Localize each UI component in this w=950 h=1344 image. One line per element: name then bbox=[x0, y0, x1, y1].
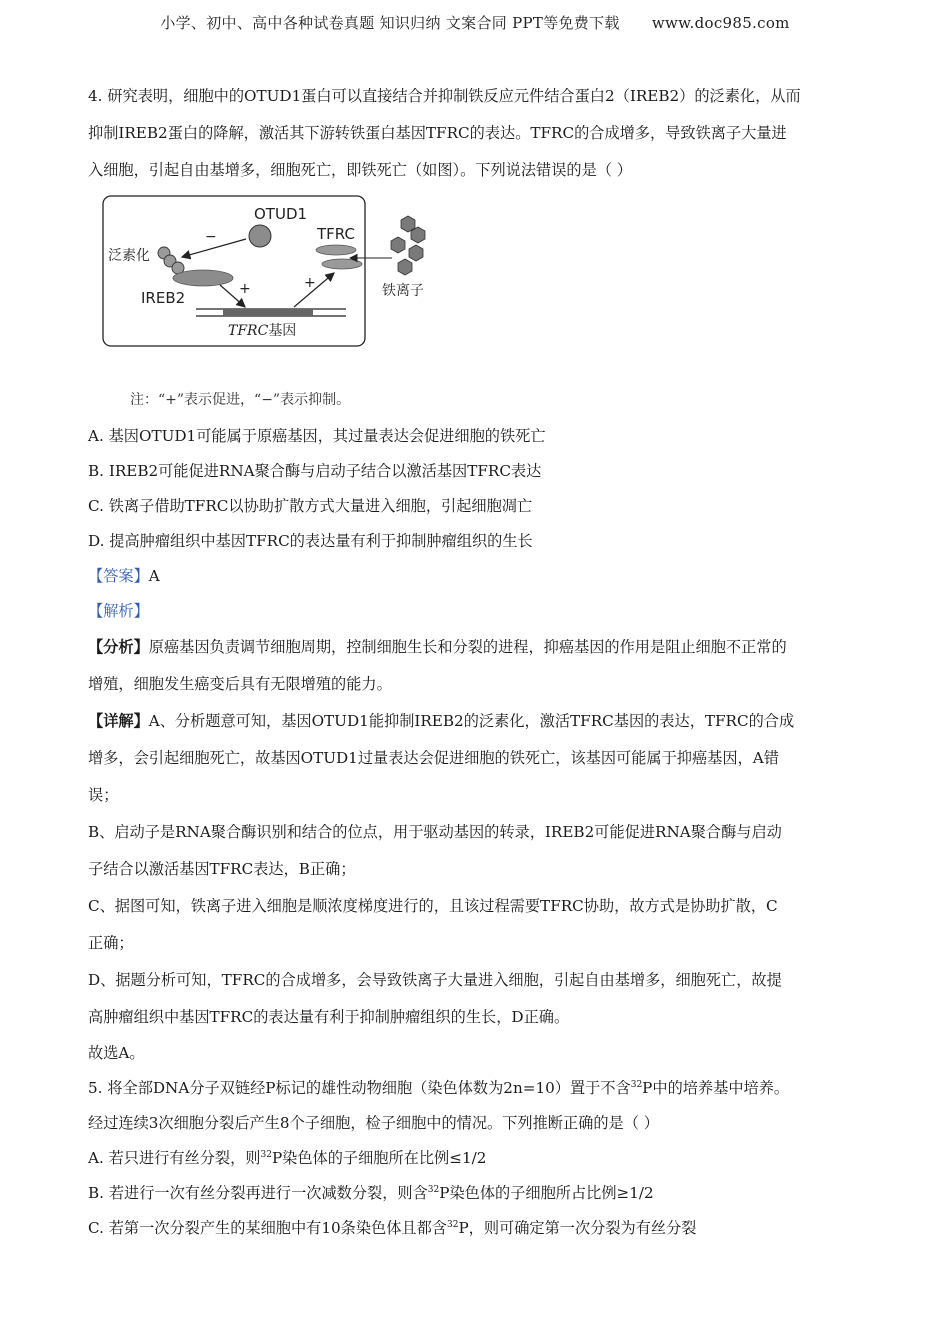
answer-value: A bbox=[148, 567, 160, 585]
q4-option-d: D. 提高肿瘤组织中基因TFRC的表达量有利于抑制肿瘤组织的生长 bbox=[88, 532, 533, 550]
q4-stem-line-1: 4. 研究表明，细胞中的OTUD1蛋白可以直接结合并抑制铁反应元件结合蛋白2（IREB2）的泛素化，从而 bbox=[88, 87, 801, 105]
analysis-tag: 【解析】 bbox=[88, 602, 149, 620]
q5-option-b-2: P染色体的子细胞所占比例≥1/2 bbox=[439, 1184, 654, 1202]
ireb2-protein bbox=[173, 270, 233, 286]
q4-option-a: A. 基因OTUD1可能属于原癌基因，其过量表达会促进细胞的铁死亡 bbox=[88, 427, 546, 445]
otud1-label: OTUD1 bbox=[254, 205, 308, 223]
q5-option-c-1: C. 若第一次分裂产生的某细胞中有10条染色体且都含 bbox=[88, 1219, 447, 1237]
q4-option-b: B. IREB2可能促进RNA聚合酶与启动子结合以激活基因TFRC表达 bbox=[88, 462, 542, 480]
figure-note: 注：“+”表示促进，“−”表示抑制。 bbox=[130, 392, 351, 408]
document-body bbox=[88, 78, 868, 1246]
page-header bbox=[0, 12, 950, 33]
xiangjie-d-2: 高肿瘤组织中基因TFRC的表达量有利于抑制肿瘤组织的生长，D正确。 bbox=[88, 1008, 570, 1026]
conclusion: 故选A。 bbox=[88, 1044, 145, 1062]
answer-tag: 【答案】 bbox=[88, 567, 149, 585]
xiangjie-a-1: A、分析题意可知，基因OTUD1能抑制IREB2的泛素化，激活TFRC基因的表达，TFRC的合成 bbox=[148, 712, 795, 730]
q4-option-c: C. 铁离子借助TFRC以协助扩散方式大量进入细胞，引起细胞凋亡 bbox=[88, 497, 533, 515]
q5-option-c-2: P，则可确定第一次分裂为有丝分裂 bbox=[458, 1219, 697, 1237]
q4-stem-line-3: 入细胞，引起自由基增多，细胞死亡，即铁死亡（如图）。下列说法错误的是（ ） bbox=[88, 161, 632, 179]
fenxi-line-2: 增殖，细胞发生癌变后具有无限增殖的能力。 bbox=[88, 675, 392, 693]
xiangjie-a-3: 误； bbox=[88, 786, 119, 804]
tfrc-label: TFRC bbox=[317, 225, 355, 243]
q5-option-b bbox=[88, 1176, 868, 1211]
xiangjie-b-2: 子结合以激活基因TFRC表达，B正确； bbox=[88, 860, 356, 878]
ubiquitination-label: 泛素化 bbox=[108, 248, 150, 264]
analysis-line bbox=[88, 594, 868, 629]
q5-option-a bbox=[88, 1141, 868, 1176]
tfrc-gene-segment bbox=[223, 309, 313, 316]
q5-stem-line-1 bbox=[88, 1071, 868, 1106]
minus-sign: − bbox=[205, 229, 217, 245]
fenxi-text-1: 原癌基因负责调节细胞周期，控制细胞生长和分裂的进程，抑癌基因的作用是阻止细胞不正常的 bbox=[148, 638, 787, 656]
iron-ion-3 bbox=[391, 237, 405, 253]
q5-stem-line-2: 经过连续3次细胞分裂后产生8个子细胞，检子细胞中的情况。下列推断正确的是（ ） bbox=[88, 1114, 659, 1132]
fenxi-tag: 【分析】 bbox=[88, 638, 149, 656]
diagram-svg bbox=[102, 195, 462, 385]
q5-option-b-1: B. 若进行一次有丝分裂再进行一次减数分裂，则含 bbox=[88, 1184, 428, 1202]
q5-option-a-1: A. 若只进行有丝分裂，则 bbox=[88, 1149, 261, 1167]
iron-ion-label: 铁离子 bbox=[382, 283, 424, 299]
xiangjie-line-1 bbox=[88, 703, 868, 740]
xiangjie-tag: 【详解】 bbox=[88, 712, 149, 730]
iron-ion-4 bbox=[409, 245, 423, 261]
xiangjie-c-2: 正确； bbox=[88, 934, 134, 952]
fenxi-line-1 bbox=[88, 629, 868, 666]
xiangjie-c-1: C、据图可知，铁离子进入细胞是顺浓度梯度进行的，且该过程需要TFRC协助，故方式是协助扩散，C bbox=[88, 897, 778, 915]
xiangjie-d-1: D、据题分析可知，TFRC的合成增多，会导致铁离子大量进入细胞，引起自由基增多，细胞死亡，故提 bbox=[88, 971, 782, 989]
iron-ion-2 bbox=[411, 227, 425, 243]
xiangjie-a-2: 增多，会引起细胞死亡，故基因OTUD1过量表达会促进细胞的铁死亡，该基因可能属于抑癌基因，A错 bbox=[88, 749, 779, 767]
q5-sup-1: 32 bbox=[630, 1079, 643, 1090]
q5-sup-b: 32 bbox=[427, 1184, 440, 1195]
tfrc-receptor-bottom bbox=[322, 259, 362, 269]
header-text: 小学、初中、高中各种试卷真题 知识归纳 文案合同 PPT等免费下载 bbox=[160, 14, 620, 32]
ireb2-label: IREB2 bbox=[141, 289, 186, 307]
ferroptosis-diagram bbox=[102, 195, 462, 385]
tfrc-gene-italic: TFRC bbox=[228, 323, 269, 339]
tfrc-receptor-top bbox=[316, 245, 356, 255]
iron-ion-5 bbox=[398, 259, 412, 275]
xiangjie-b-1: B、启动子是RNA聚合酶识别和结合的位点，用于驱动基因的转录，IREB2可能促进RNA聚合酶与启动 bbox=[88, 823, 782, 841]
header-url[interactable]: www.doc985.com bbox=[651, 14, 790, 32]
tfrc-gene-label bbox=[228, 322, 296, 339]
q5-sup-c: 32 bbox=[447, 1219, 459, 1230]
q4-stem-line-2: 抑制IREB2蛋白的降解，激活其下游转铁蛋白基因TFRC的表达。TFRC的合成增多，导致铁离子大量进 bbox=[88, 124, 787, 142]
plus-sign-2: + bbox=[304, 275, 316, 291]
q5-option-a-2: P染色体的子细胞所在比例≤1/2 bbox=[271, 1149, 487, 1167]
q5-stem-1a: 5. 将全部DNA分子双链经P标记的雄性动物细胞（染色体数为2n=10）置于不含 bbox=[88, 1079, 631, 1097]
tfrc-gene-suffix: 基因 bbox=[268, 323, 297, 339]
q5-sup-a: 32 bbox=[260, 1149, 272, 1160]
q5-stem-1b: P中的培养基中培养。 bbox=[642, 1079, 790, 1097]
otud1-protein bbox=[249, 225, 271, 247]
plus-sign-1: + bbox=[239, 281, 251, 297]
answer-line bbox=[88, 559, 868, 594]
q5-option-c bbox=[88, 1211, 868, 1246]
